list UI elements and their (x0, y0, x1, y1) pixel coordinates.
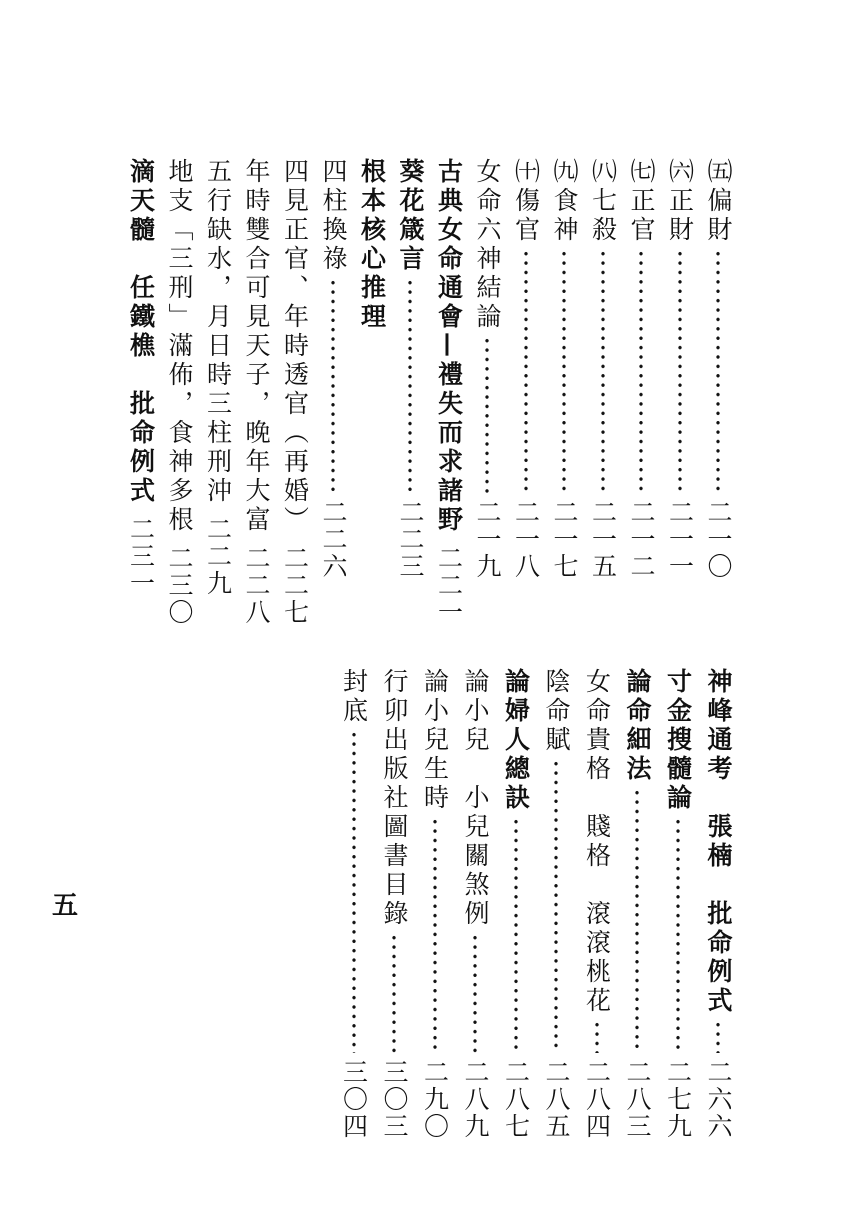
toc-entry-title: 五行缺水，月日時三柱刑沖 (203, 158, 233, 506)
toc-entry-title: 四柱換祿 (319, 158, 348, 274)
toc-entry-title: 論小兒 小兒關煞例 (461, 668, 490, 929)
toc-entry-title: 陰命賦 (542, 668, 571, 755)
toc-leader-dots (408, 278, 412, 493)
toc-leader-dots (352, 730, 356, 1053)
toc-entry (538, 668, 574, 1140)
toc-entry-title: 滴天髓 任鐵樵 批命例式 (126, 158, 156, 506)
toc-entry-page: 二一〇 (704, 499, 733, 580)
toc-entry-title: 古典女命通會—禮失而求諸野 (434, 158, 464, 535)
toc-entry-page: 二八五 (542, 1059, 571, 1140)
toc-leader-dots (433, 817, 437, 1053)
toc-entry-title: ㈨食神 (550, 158, 579, 245)
toc-leader-dots (473, 933, 477, 1053)
toc-entry (585, 158, 621, 580)
toc-leader-dots (595, 1020, 599, 1053)
toc-entry (277, 158, 313, 626)
toc-entry-title: 地支「三刑」滿佈，食神多根 (165, 158, 194, 535)
toc-entry (469, 158, 505, 580)
toc-entry-title: 論婦人總訣 (501, 668, 531, 813)
toc-entry-page: 二二八 (242, 545, 271, 626)
toc-entry (700, 668, 736, 1140)
toc-entry (417, 668, 453, 1140)
toc-entry (200, 158, 236, 597)
toc-entry (619, 668, 655, 1140)
toc-entry (508, 158, 544, 580)
toc-entry-page: 二九〇 (420, 1059, 450, 1140)
toc-leader-dots (676, 817, 680, 1053)
toc-entry-page: 二一九 (473, 499, 502, 580)
toc-entry (161, 158, 197, 626)
toc-leader-dots (392, 933, 396, 1053)
toc-entry-page: 二二一 (434, 545, 464, 626)
toc-entry (238, 158, 274, 626)
toc-entry (315, 158, 351, 580)
toc-leader-dots (716, 249, 720, 493)
toc-entry-title: ㈥正財 (665, 158, 695, 245)
toc-entry-title: 論命細法 (623, 668, 652, 784)
toc-entry-title: 女命貴格 賤格 滾滾桃花 (582, 668, 612, 1016)
toc-entry-page: 二一八 (511, 499, 541, 580)
toc-leader-dots (554, 759, 558, 1053)
toc-entry-page: 二六六 (704, 1059, 733, 1140)
toc-entry (457, 668, 493, 1140)
toc-entry-title: 寸金搜髓論 (663, 668, 693, 813)
toc-entry (623, 158, 659, 580)
toc-entry-page: 二三一 (126, 516, 156, 597)
toc-entry-title: 四見正官、年時透官（再婚） (280, 158, 310, 535)
toc-entry-page: 二七九 (663, 1059, 693, 1140)
toc-entry-page: 二一一 (665, 499, 695, 580)
toc-entry-page: 二三〇 (165, 545, 194, 626)
toc-entry-page: 三〇三 (380, 1059, 409, 1140)
toc-leader-dots (601, 249, 605, 493)
toc-leader-dots (639, 249, 643, 493)
page-number: 五 (52, 891, 79, 921)
toc-entry-title: 封底 (339, 668, 369, 726)
toc-entry-title: 女命六神結論 (473, 158, 502, 332)
toc-entry-title: ㈤偏財 (704, 158, 733, 245)
toc-entry-page: 二一七 (550, 499, 579, 580)
toc-entry-page: 二八九 (461, 1059, 490, 1140)
toc-entry-title: 葵花箴言 (396, 158, 425, 274)
toc-entry (123, 158, 159, 597)
toc-entry (660, 668, 696, 1140)
toc-entry-page: 二一二 (627, 499, 656, 580)
toc-entry (376, 668, 412, 1140)
toc-entry-page: 二八三 (623, 1059, 652, 1140)
toc-entry-title: 年時雙合可見天子，晚年大富 (242, 158, 271, 535)
toc-entry-title: 神峰通考 張楠 批命例式 (704, 668, 733, 1016)
toc-entry-page: 二八四 (582, 1059, 612, 1140)
toc-entry (662, 158, 698, 580)
toc-leader-dots (562, 249, 566, 493)
toc-entry-page: 二二七 (280, 545, 310, 626)
toc-entry-title: 行卯出版社圖書目錄 (380, 668, 409, 929)
toc-entry-page: 二一五 (588, 499, 618, 580)
toc-entry (546, 158, 582, 580)
toc-entry-page: 二八七 (501, 1059, 531, 1140)
toc-leader-dots (524, 249, 528, 493)
toc-entry (579, 668, 615, 1140)
toc-entry-title: 論小兒生時 (420, 668, 450, 813)
toc-entry (431, 158, 467, 626)
toc-leader-dots (678, 249, 682, 493)
toc-leader-dots (716, 1020, 720, 1053)
toc-entry (498, 668, 534, 1140)
toc-entry (700, 158, 736, 580)
toc-entry-title: 根本核心推理 (357, 158, 387, 332)
toc-entry-page: 三〇四 (339, 1059, 369, 1140)
toc-entry-page: 二二六 (319, 499, 348, 580)
toc-entry-page: 二二九 (203, 516, 233, 597)
toc-entry-title: ㈩傷官 (511, 158, 541, 245)
toc-entry-page: 二二三 (396, 499, 425, 580)
toc-entry (336, 668, 372, 1140)
toc-leader-dots (514, 817, 518, 1053)
toc-entry-title: ㈦正官 (627, 158, 656, 245)
toc-leader-dots (485, 336, 489, 493)
toc-entry (354, 158, 390, 332)
toc-leader-dots (331, 278, 335, 493)
toc-leader-dots (635, 788, 639, 1053)
toc-entry-title: ㈧七殺 (588, 158, 618, 245)
toc-entry (392, 158, 428, 580)
